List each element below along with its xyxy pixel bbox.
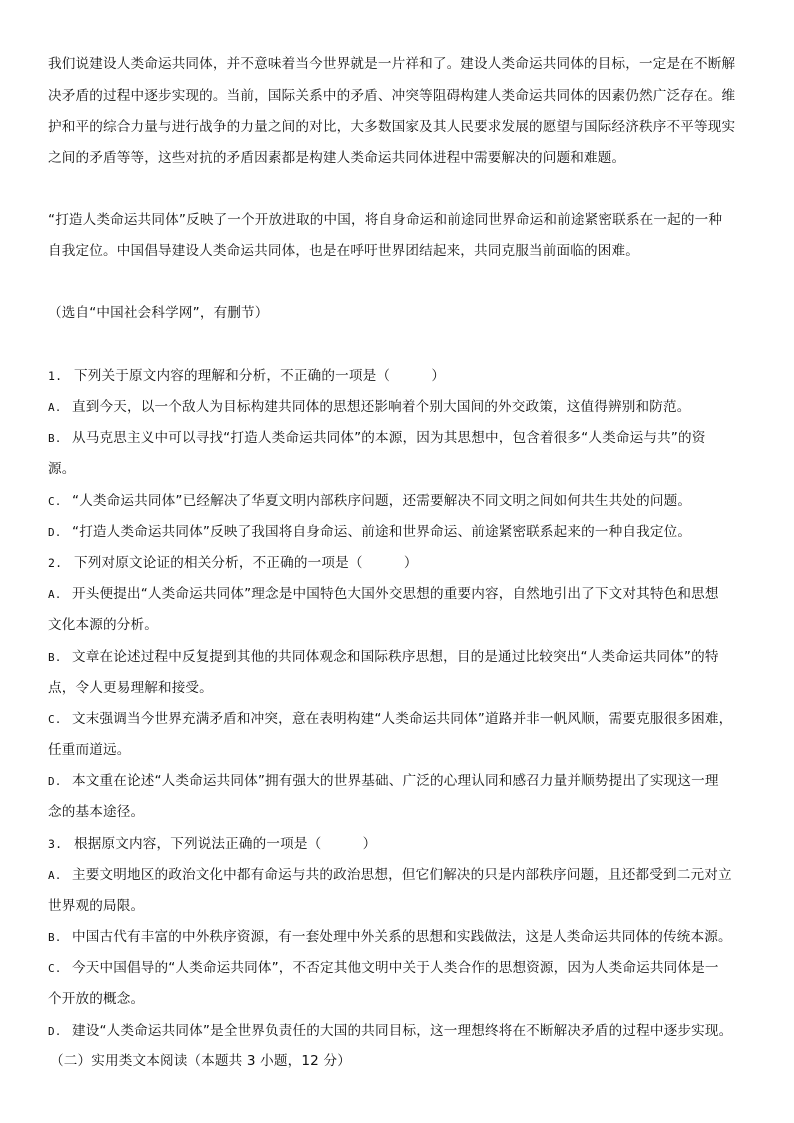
question-number: 3. [48, 837, 63, 851]
option-text: 建设“人类命运共同体”是全世界负责任的大国的共同目标，这一理想终将在不断解决矛盾的过程中逐步实现。 [72, 1023, 733, 1039]
question-1-option-d [48, 521, 760, 544]
option-label: B. [48, 931, 62, 944]
option-text: 开头便提出“人类命运共同体”理念是中国特色大国外交思想的重要内容，自然地引出了下文对其特色和思想 [72, 586, 719, 602]
question-2-option-d [48, 770, 760, 793]
paragraph-1-line-4: 之间的矛盾等等，这些对抗的矛盾因素都是构建人类命运共同体进程中需要解决的问题和难题。 [48, 150, 626, 166]
question-2-stem [48, 552, 760, 574]
option-text: 直到今天，以一个敌人为目标构建共同体的思想还影响着个别大国间的外交政策，这值得辨别和防范。 [72, 399, 691, 415]
option-text: “人类命运共同体”已经解决了华夏文明内部秩序问题，还需要解决不同文明之间如何共生共处的问题。 [72, 493, 692, 509]
paragraph-2-line-2: 自我定位。中国倡导建设人类命运共同体，也是在呼吁世界团结起来，共同克服当前面临的困难。 [48, 243, 639, 259]
option-text: 主要文明地区的政治文化中都有命运与共的政治思想，但它们解决的只是内部秩序问题，且还都受到二元对立 [72, 867, 732, 883]
question-2-option-c-cont: 任重而道远。 [48, 742, 131, 758]
option-text: “打造人类命运共同体”反映了我国将自身命运、前途和世界命运、前途紧密联系起来的一种自我定位。 [72, 524, 692, 540]
question-2-option-c [48, 708, 760, 731]
option-label: A. [48, 588, 62, 601]
question-3-stem [48, 833, 760, 855]
question-1-option-c [48, 490, 760, 513]
paragraph-1-line-2: 决矛盾的过程中逐步实现的。当前，国际关系中的矛盾、冲突等阻碍构建人类命运共同体的因素仍然广泛存在。维 [48, 88, 736, 104]
option-text: 文末强调当今世界充满矛盾和冲突，意在表明构建“人类命运共同体”道路并非一帆风顺，需要克服很多困难， [72, 711, 733, 727]
option-label: B. [48, 651, 62, 664]
option-text: 中国古代有丰富的中外秩序资源，有一套处理中外关系的思想和实践做法，这是人类命运共同体的传统本源。 [72, 929, 732, 945]
option-label: D. [48, 1025, 62, 1038]
question-2-option-b [48, 646, 760, 669]
source-note: （选自“中国社会科学网”，有删节） [48, 305, 269, 321]
question-3-option-a-cont: 世界观的局限。 [48, 898, 145, 914]
option-label: A. [48, 401, 62, 414]
question-2-option-a [48, 583, 760, 606]
option-text: 本文重在论述“人类命运共同体”拥有强大的世界基础、广泛的心理认同和感召力量并顺势提出了实现这一理 [72, 773, 719, 789]
option-label: A. [48, 869, 62, 882]
option-label: C. [48, 962, 62, 975]
question-text: 根据原文内容，下列说法正确的一项是（ ） [74, 836, 377, 852]
question-2-option-d-cont: 念的基本途径。 [48, 804, 145, 820]
question-1-option-a [48, 396, 760, 419]
section-heading: （二）实用类文本阅读（本题共 3 小题，12 分） [50, 1053, 351, 1069]
question-3-option-c [48, 957, 760, 980]
question-2-option-a-cont: 文化本源的分析。 [48, 617, 158, 633]
option-label: C. [48, 495, 62, 508]
option-label: D. [48, 526, 62, 539]
question-text: 下列对原文论证的相关分析，不正确的一项是（ ） [74, 555, 418, 571]
option-text: 今天中国倡导的“人类命运共同体”，不否定其他文明中关于人类合作的思想资源，因为人类命运共同体是一 [72, 960, 719, 976]
paragraph-2-line-1: “打造人类命运共同体”反映了一个开放进取的中国，将自身命运和前途同世界命运和前途紧密联系在一起的一种 [48, 212, 723, 228]
paragraph-1-line-1: 我们说建设人类命运共同体，并不意味着当今世界就是一片祥和了。建设人类命运共同体的目标，一定是在不断解 [48, 56, 736, 72]
option-text: 文章在论述过程中反复提到其他的共同体观念和国际秩序思想，目的是通过比较突出“人类命运共同体”的特 [72, 649, 719, 665]
option-label: B. [48, 432, 62, 445]
question-number: 1. [48, 369, 63, 383]
question-2-option-b-cont: 点，令人更易理解和接受。 [48, 680, 213, 696]
question-text: 下列关于原文内容的理解和分析，不正确的一项是（ ） [74, 368, 446, 384]
question-3-option-d [48, 1020, 760, 1043]
option-text: 从马克思主义中可以寻找“打造人类命运共同体”的本源，因为其思想中，包含着很多“人类命运与共”的资 [72, 430, 706, 446]
question-1-stem [48, 365, 760, 387]
paragraph-1-line-3: 护和平的综合力量与进行战争的力量之间的对比，大多数国家及其人民要求发展的愿望与国际经济秩序不平等现实 [48, 119, 736, 135]
question-number: 2. [48, 556, 63, 570]
question-3-option-c-cont: 个开放的概念。 [48, 991, 145, 1007]
option-label: D. [48, 775, 62, 788]
question-1-option-b-cont: 源。 [48, 461, 76, 477]
question-1-option-b [48, 427, 760, 450]
option-label: C. [48, 713, 62, 726]
question-3-option-b [48, 926, 760, 949]
question-3-option-a [48, 864, 760, 887]
